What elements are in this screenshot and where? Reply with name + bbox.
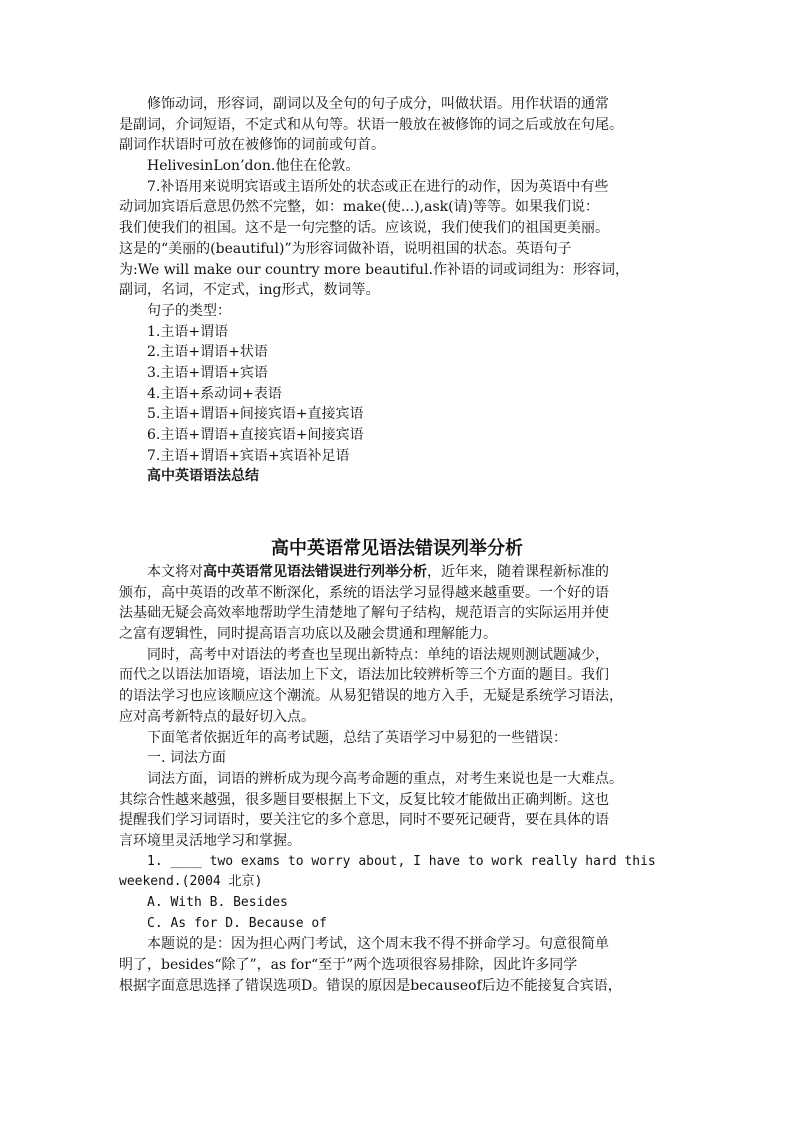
text-line: 下面笔者依据近年的高考试题，总结了英语学习中易犯的一些错误： [147,729,567,746]
text-line: 这是的“美丽的(beautiful)”为形容词做补语，说明祖国的状态。英语句子 [119,240,572,257]
text-line: 明了，besides“除了”，as for“至于”两个选项很容易排除，因此许多同学 [119,957,578,974]
text-line: 为:We will make our country more beautiful.作补语的词或词组为：形容词， [119,261,629,278]
list-item: 5.主语+谓语+间接宾语+直接宾语 [147,406,364,423]
list-item: 2.主语+谓语+状语 [147,344,268,361]
text-line: 7.补语用来说明宾语或主语所处的状态或正在进行的动作，因为英语中有些 [147,178,609,195]
text-line: 颁布，高中英语的改革不断深化，系统的语法学习显得越来越重要。一个好的语 [119,584,609,601]
text-line: 之富有逻辑性，同时提高语言功底以及融会贯通和理解能力。 [119,626,497,643]
text-line: 提醒我们学习词语时，要关注它的多个意思，同时不要死记硬背，要在具体的语 [119,812,609,829]
text-line: 根据字面意思选择了错误选项D。错误的原因是becauseof后边不能接复合宾语， [119,977,622,994]
text-line: 动词加宾语后意思仍然不完整，如：make(使...),ask(请)等等。如果我们说： [119,199,600,216]
text-line: 修饰动词，形容词，副词以及全句的句子成分，叫做状语。用作状语的通常 [147,96,609,112]
subsection-heading: 一. 词法方面 [147,750,226,767]
text-line: 本题说的是：因为担心两门考试，这个周末我不得不拼命学习。句意很简单 [147,936,609,953]
bold-text: 高中英语常见语法错误进行列举分析 [203,564,427,580]
question-line: 1. ____ two exams to worry about, I have to work really hard this [147,853,656,869]
list-item: 4.主语+系动词+表语 [147,385,282,402]
text-span: ，近年来，随着课程新标准的 [427,564,609,580]
article-title: 高中英语常见语法错误列举分析 [271,538,523,559]
article-body [119,562,679,996]
section-heading: 高中英语语法总结 [147,468,259,485]
text-line: 而代之以语法加语境，语法加上下文，语法加比较辨析等三个方面的题目。我们 [119,667,609,684]
text-line: 的语法学习也应该顺应这个潮流。从易犯错误的地方入手，无疑是系统学习语法， [119,688,623,705]
text-line: 副词作状语时可放在被修饰的词前或句首。 [119,137,385,154]
question-options: A. With B. Besides [147,895,288,910]
list-item: 3.主语+谓语+宾语 [147,364,268,381]
list-heading: 句子的类型： [147,302,231,319]
list-item: 7.主语+谓语+宾语+宾语补足语 [147,447,350,464]
text-line: 是副词，介词短语，不定式和从句等。状语一般放在被修饰的词之后或放在句尾。 [119,116,623,133]
grammar-notes-section [119,94,679,487]
text-line: 同时，高考中对语法的考查也呈现出新特点：单纯的语法规则测试题减少， [147,646,609,663]
paragraph-1-first-line [119,562,679,583]
text-line: 我们使我们的祖国。这不是一句完整的话。应该说，我们使我们的祖国更美丽。 [119,220,609,237]
text-line: 副词，名词，不定式，ing形式，数词等。 [119,282,380,299]
list-item: 6.主语+谓语+直接宾语+间接宾语 [147,427,364,443]
text-line: 应对高考新特点的最好切入点。 [119,708,315,725]
example-sentence: HelivesinLon’don.他住在伦敦。 [147,158,360,175]
text-line: 言环境里灵活地学习和掌握。 [119,832,301,849]
text-line: 法基础无疑会高效率地帮助学生清楚地了解句子结构，规范语言的实际运用并使 [119,605,609,622]
text-line: 其综合性越来越强，很多题目要根据上下文，反复比较才能做出正确判断。这也 [119,791,609,808]
text-span: 本文将对 [147,564,203,580]
text-line: 词法方面，词语的辨析成为现今高考命题的重点，对考生来说也是一大难点。 [147,770,623,787]
question-options: C. As for D. Because of [147,915,328,931]
list-item: 1.主语+谓语 [147,323,229,340]
question-line: weekend.(2004 北京) [119,874,263,890]
